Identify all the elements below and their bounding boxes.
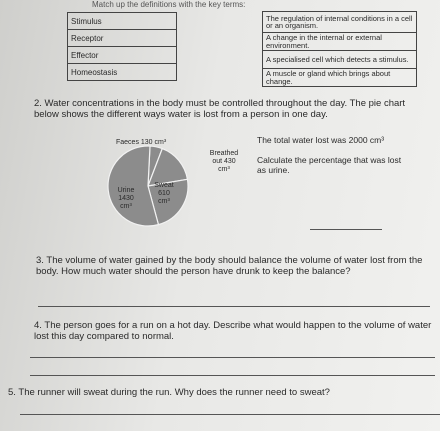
- term-homeostasis: Homeostasis: [68, 64, 177, 81]
- term-effector: Effector: [68, 47, 177, 64]
- instruction-text: Match up the definitions with the key terms:: [92, 0, 246, 9]
- answer-line-q4-2[interactable]: [30, 375, 435, 376]
- answer-line-q2[interactable]: [310, 229, 382, 230]
- question-5-text: 5. The runner will sweat during the run. Why does the runner need to sweat?: [8, 387, 330, 398]
- water-loss-pie-chart: [96, 134, 258, 236]
- term-stimulus: Stimulus: [68, 13, 177, 30]
- definitions-table: [262, 11, 417, 87]
- answer-line-q4-1[interactable]: [30, 357, 435, 358]
- definition-3: A specialised cell which detects a stimulus.: [263, 51, 417, 69]
- total-water-text: The total water lost was 2000 cm³: [257, 135, 385, 145]
- term-receptor: Receptor: [68, 30, 177, 47]
- calculate-task-text: Calculate the percentage that was lost as urine.: [257, 155, 402, 175]
- answer-line-q5[interactable]: [20, 414, 440, 415]
- pie-label-sweat: Sweat 610 cm³: [154, 182, 174, 205]
- answer-line-q3[interactable]: [38, 306, 430, 307]
- question-3-text: 3. The volume of water gained by the body should balance the volume of water lost from the body. How much water should the person have drunk to keep the balance?: [36, 255, 423, 277]
- definition-1: The regulation of internal conditions in a cell or an organism.: [263, 12, 417, 33]
- pie-label-breathed-out: Breathed out 430 cm³: [209, 150, 239, 173]
- question-4-text: 4. The person goes for a run on a hot day. Describe what would happen to the volume of water lost this day compared to normal.: [34, 320, 432, 342]
- question-2-text: 2. Water concentrations in the body must be controlled throughout the day. The pie chart below shows the different ways water is lost from a person in one day.: [34, 98, 406, 120]
- key-terms-table: [67, 12, 177, 81]
- definition-4: A muscle or gland which brings about change.: [263, 69, 417, 87]
- definition-2: A change in the internal or external environment.: [263, 33, 417, 51]
- pie-label-urine: Urine 1430 cm³: [117, 187, 135, 210]
- pie-label-faeces: Faeces 130 cm³: [116, 139, 167, 146]
